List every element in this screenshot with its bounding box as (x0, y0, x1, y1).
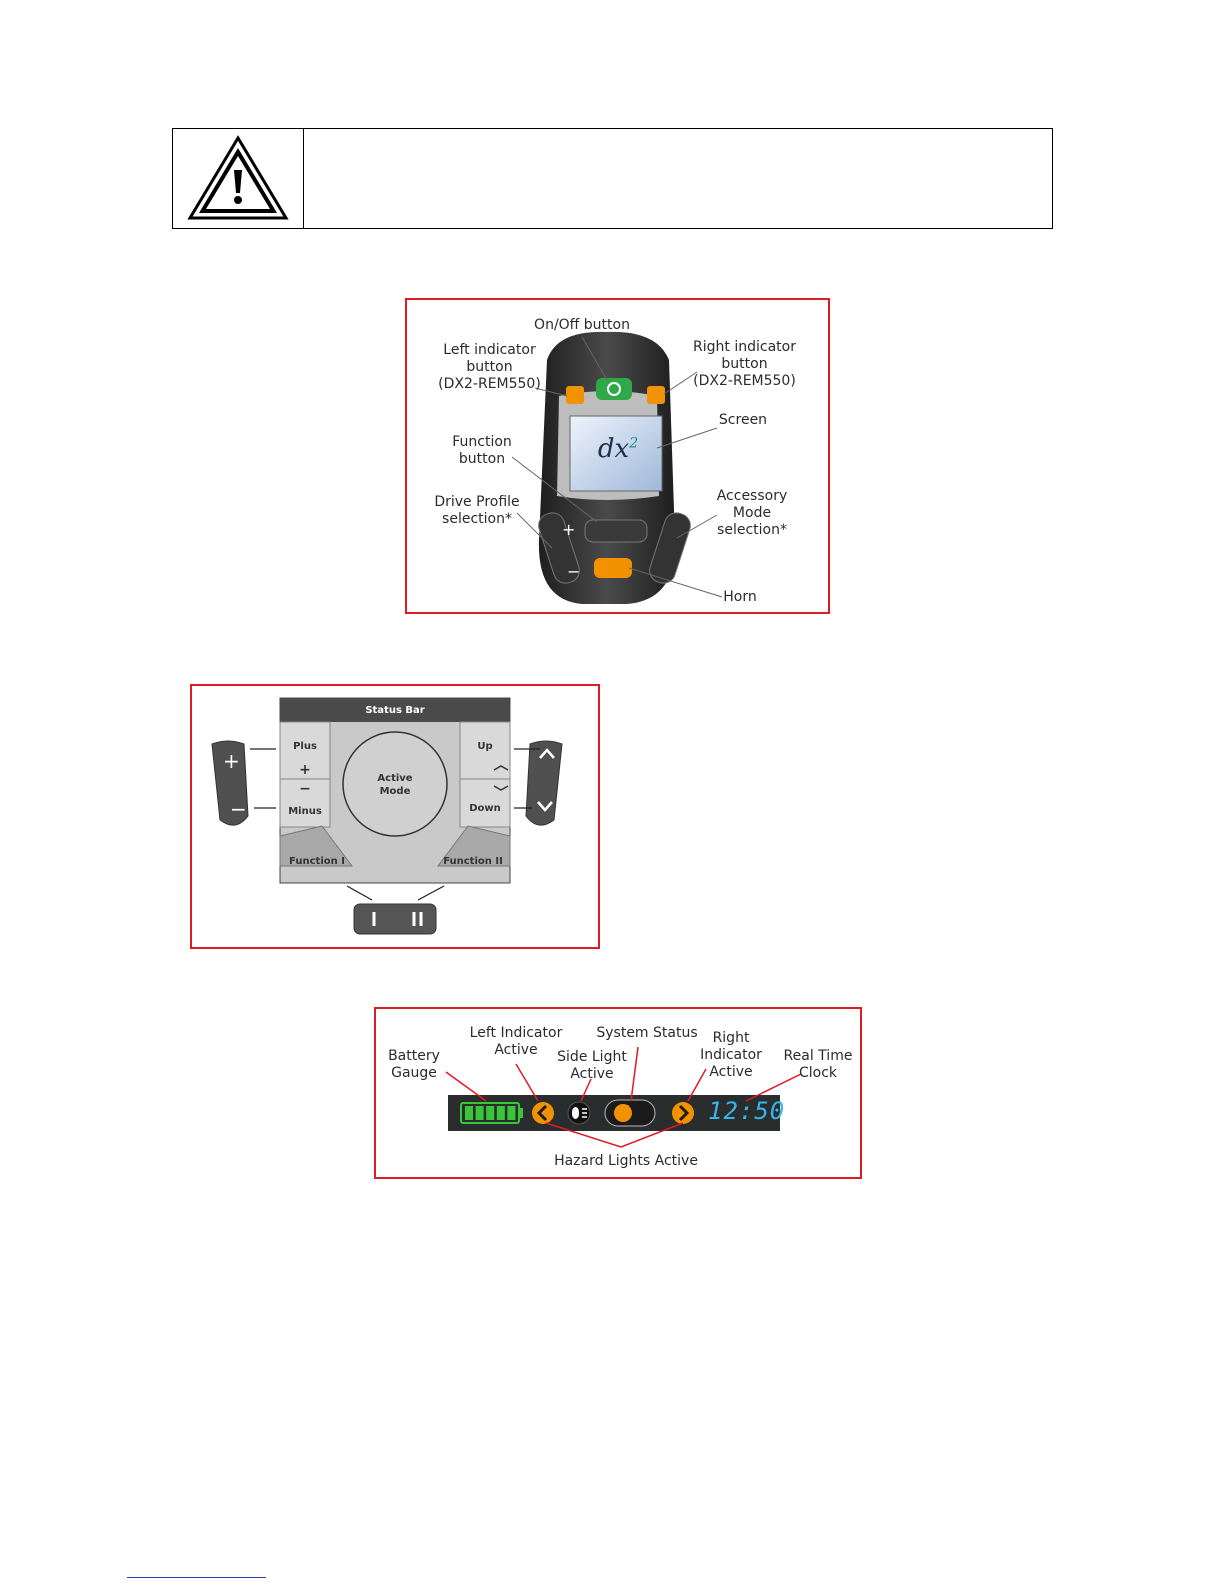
battery-bar (486, 1106, 494, 1120)
label-left-indicator-line3: (DX2-REM550) (438, 376, 541, 392)
right-indicator-button-shape (647, 386, 665, 404)
active-mode-line1: Active (377, 773, 413, 784)
figure-remote-controls (405, 298, 830, 614)
label-function-button-line1: Function (452, 434, 512, 450)
left-indicator-button-shape (566, 386, 584, 404)
horn-button-shape (594, 558, 632, 578)
label-drive-profile-line1: Drive Profile (434, 494, 520, 510)
right-indicator-active-label-line1: Right (712, 1030, 750, 1046)
active-mode-label (365, 772, 425, 798)
function-2-label: Function II (443, 856, 503, 867)
label-right-indicator-line1: Right indicator (693, 339, 796, 355)
side-light-active-label (551, 1049, 633, 1083)
label-horn: Horn (723, 589, 757, 605)
screen-logo-superscript: 2 (629, 435, 639, 452)
screen-layout-illustration (192, 686, 598, 947)
svg-text:−: − (230, 797, 247, 821)
label-drive-profile-line2: selection* (442, 511, 512, 527)
screen-logo (582, 434, 654, 464)
label-left-indicator-line1: Left indicator (443, 342, 536, 358)
down-label: Down (469, 803, 501, 814)
minus-label: Minus (288, 806, 322, 817)
label-accessory-mode-line1: Accessory (716, 488, 788, 504)
right-indicator-active-label (694, 1030, 768, 1081)
plus-label: Plus (293, 741, 317, 752)
function-button-shape (585, 520, 647, 542)
left-indicator-shape (532, 1102, 554, 1124)
plus-symbol: + (299, 762, 311, 778)
function-rocker (354, 904, 436, 934)
right-indicator-active-label-line3: Active (709, 1064, 753, 1080)
label-accessory-mode-line3: selection* (717, 522, 787, 538)
system-status-value: 5 (620, 1102, 631, 1120)
label-accessory-mode-line2: Mode (732, 505, 772, 521)
battery-bars (465, 1106, 515, 1120)
label-left-indicator (427, 342, 552, 393)
real-time-clock-label (776, 1048, 860, 1082)
label-left-indicator-line2: button (466, 359, 513, 375)
footer-link-underline (127, 1577, 266, 1578)
function-1-label: Function I (289, 856, 345, 867)
figure-status-bar (374, 1007, 862, 1179)
warning-icon-cell (173, 129, 304, 228)
up-label: Up (477, 741, 493, 752)
battery-bar (465, 1106, 473, 1120)
label-screen: Screen (718, 412, 768, 428)
right-indicator-shape (672, 1102, 694, 1124)
svg-text:+: + (223, 749, 240, 773)
figure-screen-layout (190, 684, 600, 949)
battery-gauge-label (382, 1048, 446, 1082)
label-function-button (442, 434, 522, 468)
status-bar-label: Status Bar (365, 705, 425, 716)
screen-logo-text: dx (597, 434, 630, 464)
battery-bar (507, 1106, 515, 1120)
svg-text:−: − (567, 562, 581, 581)
left-indicator-active-label-line2: Active (494, 1042, 538, 1058)
label-drive-profile (427, 494, 527, 528)
hazard-lights-active-label: Hazard Lights Active (554, 1153, 698, 1169)
label-function-button-line2: button (458, 451, 506, 467)
power-button-shape (596, 378, 632, 400)
label-right-indicator (682, 339, 807, 390)
warning-triangle-icon (173, 129, 303, 228)
label-right-indicator-line2: button (721, 356, 768, 372)
system-status-label: System Status (596, 1025, 698, 1041)
warning-box (172, 128, 1053, 229)
left-indicator-active-label-line1: Left Indicator (469, 1025, 563, 1041)
minus-symbol: − (299, 781, 311, 797)
side-light-active-label-line2: Active (570, 1066, 614, 1082)
battery-bar (476, 1106, 484, 1120)
battery-bar (497, 1106, 505, 1120)
battery-gauge-label-line2: Gauge (391, 1065, 437, 1081)
svg-text:+: + (562, 520, 576, 539)
real-time-clock-value: 12:50 (708, 1097, 786, 1125)
right-indicator-active-label-line2: Indicator (700, 1047, 762, 1063)
side-light-active-label-line1: Side Light (557, 1049, 627, 1065)
battery-gauge-label-line1: Battery (388, 1048, 440, 1064)
real-time-clock-label-line2: Clock (798, 1065, 838, 1081)
active-mode-line2: Mode (379, 786, 411, 797)
label-right-indicator-line3: (DX2-REM550) (693, 373, 796, 389)
real-time-clock-label-line1: Real Time (783, 1048, 853, 1064)
label-accessory-mode (707, 488, 797, 539)
label-on-off: On/Off button (534, 317, 630, 333)
